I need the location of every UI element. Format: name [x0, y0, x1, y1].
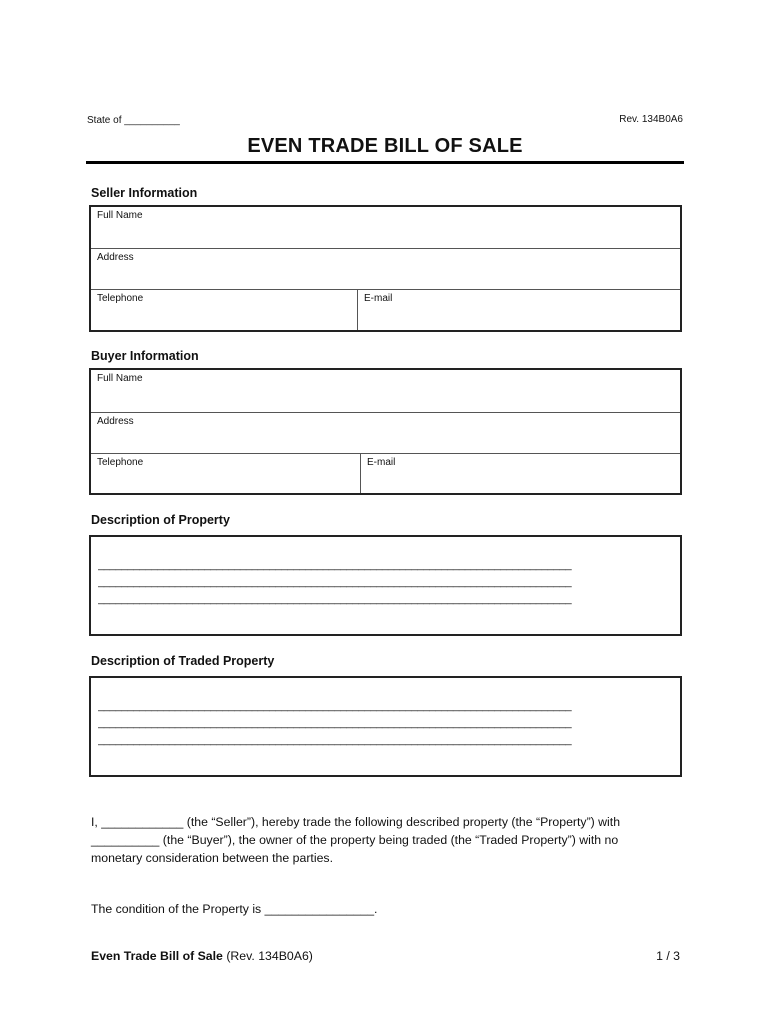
trade-statement: [91, 813, 681, 867]
field-label: Full Name: [97, 373, 143, 384]
footer-revision: (Rev. 134B0A6): [226, 949, 313, 963]
statement-line: monetary consideration between the parties.: [91, 851, 333, 865]
seller-info-box: [89, 205, 682, 332]
field-label: E-mail: [367, 457, 396, 468]
field-label: Telephone: [97, 293, 144, 304]
blank-line: ________________________________________________________________________________: [98, 734, 572, 746]
seller-address-field[interactable]: [91, 248, 680, 290]
statement-line: I, ____________ (the “Seller”), hereby trade the following described property (the “Property”) with: [91, 815, 621, 829]
buyer-info-box: [89, 368, 682, 495]
buyer-address-field[interactable]: [91, 412, 680, 454]
blank-line: ________________________________________________________________________________: [98, 576, 572, 588]
traded-property-description-box[interactable]: [89, 676, 682, 777]
field-label: Full Name: [97, 210, 143, 221]
traded-property-description-lines: [98, 698, 598, 749]
statement-line: __________ (the “Buyer”), the owner of the property being traded (the “Traded Property”) with no: [91, 833, 619, 847]
field-label: E-mail: [364, 293, 393, 304]
property-description-box[interactable]: [89, 535, 682, 636]
field-label: Address: [97, 416, 134, 427]
buyer-heading: Buyer Information: [91, 349, 199, 363]
footer-title: Even Trade Bill of Sale: [91, 949, 223, 963]
state-field: State of __________: [87, 115, 180, 126]
buyer-telephone-field[interactable]: [91, 454, 360, 493]
traded-property-heading: Description of Traded Property: [91, 654, 275, 668]
document-title: EVEN TRADE BILL OF SALE: [247, 135, 523, 157]
footer-document-name: [91, 947, 313, 965]
seller-heading: Seller Information: [91, 186, 198, 200]
condition-statement: The condition of the Property is ________________.: [91, 902, 378, 916]
blank-line: ________________________________________________________________________________: [98, 559, 572, 571]
blank-line: ________________________________________________________________________________: [98, 700, 572, 712]
property-heading: Description of Property: [91, 513, 230, 527]
property-description-lines: [98, 557, 598, 608]
blank-line: ________________________________________________________________________________: [98, 593, 572, 605]
revision-number: Rev. 134B0A6: [619, 114, 683, 125]
buyer-contact-row: [91, 453, 680, 493]
buyer-full-name-field[interactable]: [91, 370, 680, 412]
title-rule: [86, 161, 684, 164]
page-number: 1 / 3: [656, 949, 680, 963]
field-label: Telephone: [97, 457, 144, 468]
blank-line: ________________________________________________________________________________: [98, 717, 572, 729]
seller-telephone-field[interactable]: [91, 290, 357, 330]
field-label: Address: [97, 252, 134, 263]
seller-contact-row: [91, 289, 680, 330]
seller-full-name-field[interactable]: [91, 207, 680, 248]
buyer-email-field[interactable]: [361, 454, 680, 493]
seller-email-field[interactable]: [358, 290, 680, 330]
